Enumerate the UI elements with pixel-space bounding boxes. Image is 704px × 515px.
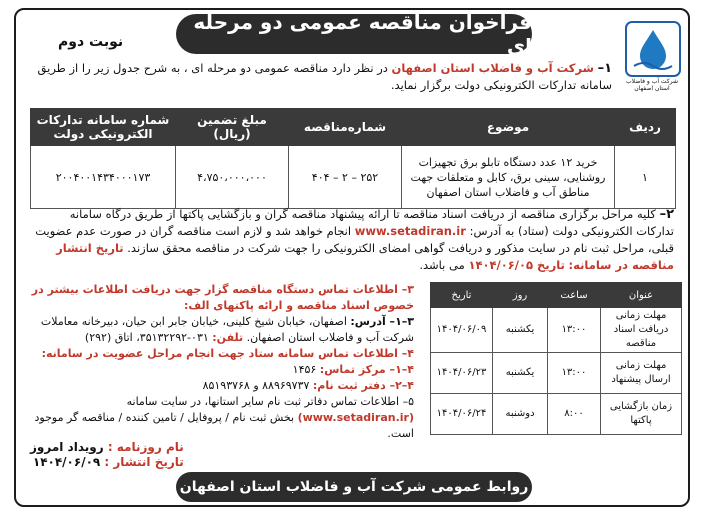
address-text: اصفهان، خیابان شیخ کلینی، خیابان جابر ابن حیان، دبیرخانه معاملات شرکت آب و فاضلاب استان اصفهان.: [40, 315, 414, 344]
newspaper-date: ۱۴۰۴/۰۶/۰۹: [32, 455, 101, 469]
logo-caption: شرکت آب و فاضلاب استان اصفهان: [625, 78, 679, 92]
schedule-time: ۸:۰۰: [548, 394, 601, 435]
schedule-header-date: تاریخ: [431, 283, 493, 308]
schedule-header: [431, 283, 682, 308]
phone-label: تلفن:: [212, 331, 244, 344]
newspaper-info: [30, 440, 184, 470]
schedule-header-day: روز: [493, 283, 548, 308]
section4-heading: ۴– اطلاعات تماس سامانه ستاد جهت انجام مراحل عضویت در سامانه:: [41, 347, 414, 360]
newspaper-name: رویداد امروز: [30, 440, 104, 454]
intro-number: ۱–: [597, 61, 612, 76]
intro-company: شرکت آب و فاضلاب استان اصفهان: [391, 61, 594, 75]
schedule-table: [430, 282, 682, 435]
section2-text-b: انجام خواهد شد و لازم است مناقصه گران در صورت عدم عضویت قبلی، مراحل ثبت نام در سایت مذکور و دریافت گواهی امضای الکترونیکی را جهت شرکت در مناقصه محقق سازند.: [35, 224, 674, 255]
publish-date: تاریخ ۱۴۰۴/۰۶/۰۵: [468, 258, 565, 272]
call-center-line: [30, 362, 414, 378]
newspaper-name-line: [30, 440, 184, 455]
registration-office-label: ۴–۲– دفتر ثبت نام:: [312, 379, 414, 392]
water-company-logo-icon: [624, 20, 682, 78]
round-label: نوبت دوم: [58, 34, 124, 50]
intro-paragraph: [30, 60, 612, 94]
schedule-header-title: عنوان: [601, 283, 682, 308]
schedule-title: زمان بازگشایی پاکتها: [601, 394, 682, 435]
phone-value: ۰۳۱-۳۵۱۳۲۲۹۲، اتاق (۲۹۲): [84, 331, 209, 344]
section2-paragraph: [30, 206, 674, 274]
table-row: [431, 308, 682, 353]
call-center-label: ۴–۱– مرکز تماس:: [319, 363, 414, 376]
schedule-day: یکشنبه: [493, 308, 548, 353]
header-tender-number: شماره‌مناقصه: [289, 109, 402, 146]
section5-text-b: بخش ثبت نام / پروفایل / تامین کننده / مناقصه گر موجود است.: [34, 411, 414, 440]
schedule-date: ۱۴۰۴/۰۶/۲۴: [431, 394, 493, 435]
schedule-time: ۱۳:۰۰: [548, 353, 601, 394]
section5-text-a: ۵– اطلاعات تماس دفاتر ثبت نام سایر استانها، در سایت سامانه: [126, 395, 414, 408]
schedule-time: ۱۳:۰۰: [548, 308, 601, 353]
address-label: ۳–۱– آدرس:: [350, 315, 414, 328]
schedule-header-time: ساعت: [548, 283, 601, 308]
schedule-date: ۱۴۰۴/۰۶/۰۹: [431, 308, 493, 353]
address-line: [30, 314, 414, 346]
cell-subject: خرید ۱۲ عدد دستگاه تابلو برق تجهیزات روشنایی، سینی برق، کابل و متعلقات جهت مناطق آب و فاضلاب استان اصفهان: [402, 146, 615, 209]
schedule-date: ۱۴۰۴/۰۶/۲۳: [431, 353, 493, 394]
section5-line: [30, 394, 414, 442]
tender-table: [30, 108, 676, 209]
section2-text-a: کلیه مراحل برگزاری مناقصه از دریافت اسناد مناقصه تا ارائه پیشنهاد مناقصه گران و بازگشایی پاکتها از طریق درگاه سامانه تدارکات الکترونیکی دولت (ستاد) به آدرس:: [69, 207, 674, 238]
schedule-day: یکشنبه: [493, 353, 548, 394]
call-center-value: ۱۴۵۶: [292, 363, 317, 376]
header-subject: موضوع: [402, 109, 615, 146]
cell-guarantee: ۴،۷۵۰،۰۰۰،۰۰۰: [176, 146, 289, 209]
header-row-number: ردیف: [615, 109, 676, 146]
section3-heading: ۳– اطلاعات تماس دستگاه مناقصه گزار جهت دریافت اطلاعات بیشتر در خصوص اسناد مناقصه و ارائه پاکتهای الف:: [31, 283, 414, 312]
newspaper-date-label: تاریخ انتشار :: [104, 455, 184, 469]
cell-tender-number: ۲۵۲ – ۲ – ۴۰۴: [289, 146, 402, 209]
section5-link[interactable]: (www.setadiran.ir): [297, 411, 414, 424]
intro-text: در نظر دارد مناقصه عمومی دو مرحله ای ، به شرح جدول زیر را از طریق سامانه تدارکات الکترونیکی دولت برگزار نماید.: [37, 61, 612, 92]
setad-link[interactable]: www.setadiran.ir: [354, 224, 466, 238]
section2-number: ۲–: [659, 207, 674, 222]
tender-table-header: [31, 109, 676, 146]
publish-label: تاریخ انتشار مناقصه در سامانه:: [56, 241, 674, 272]
registration-office-value: ۸۸۹۶۹۷۳۷ و ۸۵۱۹۳۷۶۸: [202, 379, 310, 392]
newspaper-name-label: نام روزنامه :: [107, 440, 184, 454]
cell-setad-number: ۲۰۰۴۰۰۱۴۳۴۰۰۰۱۷۳: [31, 146, 176, 209]
notice-title: فراخوان مناقصه عمومی دو مرحله ای: [176, 14, 532, 54]
schedule-title: مهلت زمانی ارسال پیشنهاد: [601, 353, 682, 394]
contact-info: [30, 282, 414, 442]
newspaper-date-line: [30, 455, 184, 470]
footer-public-relations: روابط عمومی شرکت آب و فاضلاب استان اصفهان: [176, 472, 532, 502]
header-setad-number: شماره سامانه تدارکات الکترونیکی دولت: [31, 109, 176, 146]
table-row: [31, 146, 676, 209]
table-row: [431, 353, 682, 394]
registration-office-line: [30, 378, 414, 394]
schedule-day: دوشنبه: [493, 394, 548, 435]
cell-row-number: ۱: [615, 146, 676, 209]
publish-suffix: می باشد.: [419, 258, 465, 272]
table-row: [431, 394, 682, 435]
header-guarantee: مبلغ تضمین (ریال): [176, 109, 289, 146]
schedule-title: مهلت زمانی دریافت اسناد مناقصه: [601, 308, 682, 353]
